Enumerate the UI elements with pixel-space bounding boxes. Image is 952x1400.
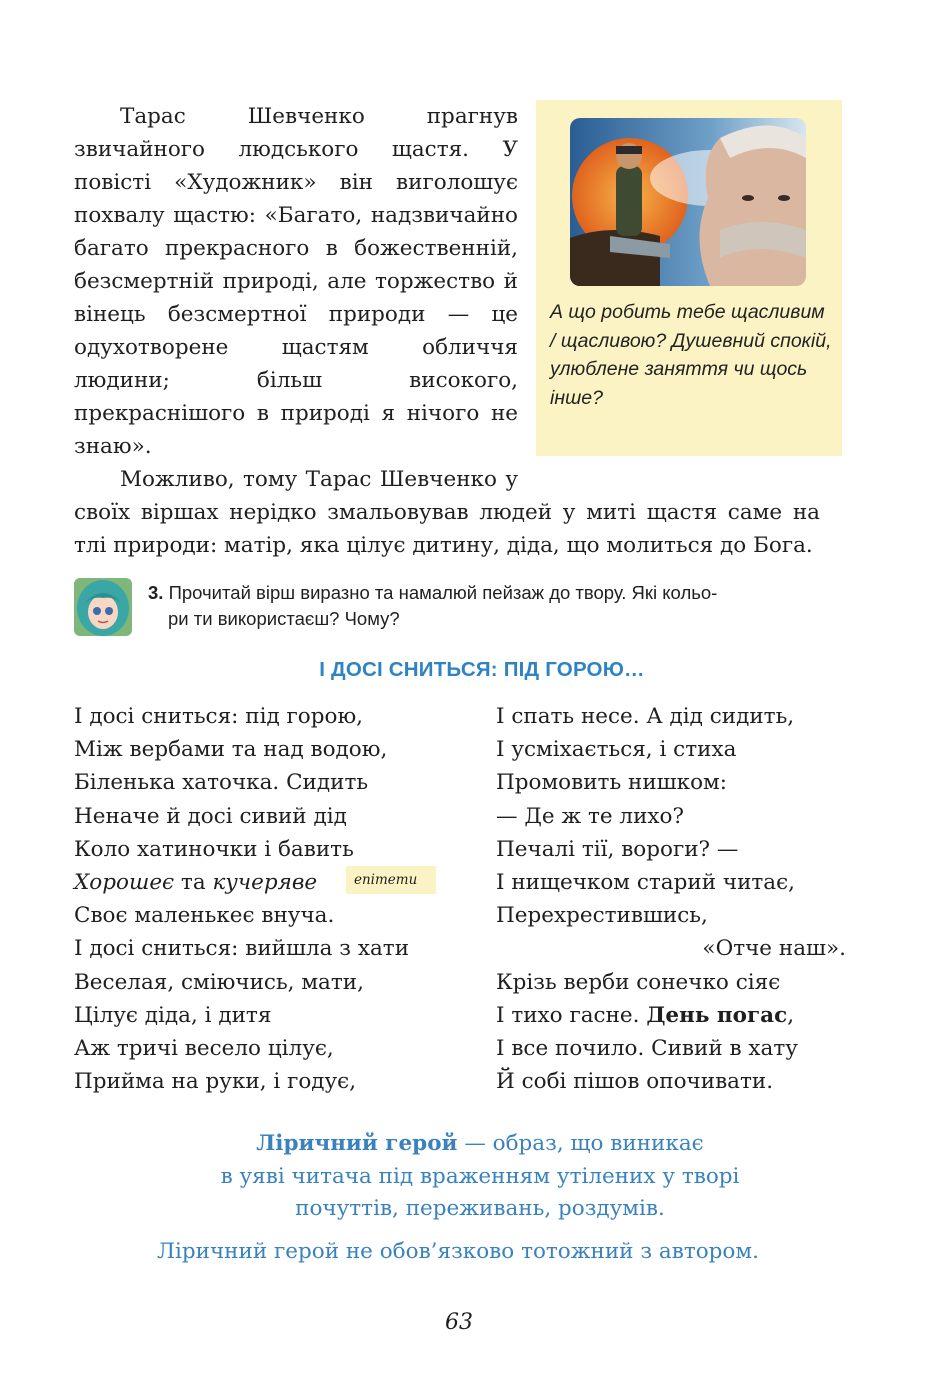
poem-line: Своє маленькеє внуча.: [74, 903, 335, 929]
poem-line: Між вербами та над водою,: [74, 737, 388, 763]
epithet-word-2: кучеряве: [212, 870, 318, 896]
girl-avatar-icon: [74, 578, 132, 636]
poem-line: Промовить нишком:: [496, 770, 727, 796]
poem-line: Прийма на руки, і годує,: [74, 1069, 357, 1095]
poem-line: І досі сниться: вийшла з хати: [74, 936, 410, 962]
poem-line: Печалі тії, вороги? —: [496, 836, 739, 862]
poem-line: Й собі пішов опочивати.: [496, 1069, 774, 1095]
poem-line: Біленька хаточка. Сидить: [74, 770, 369, 796]
task-number: 3.: [148, 582, 164, 603]
line-before-bold: І тихо гасне.: [496, 1002, 647, 1028]
intro-paragraph-2: Можливо, тому Тарас Шевченко у своїх віршах нерідко змальовував людей у миті щастя саме на тлі природи: матір, яка цілує дитину, діда, що молиться до Бога.: [74, 467, 820, 558]
poem-line: І спать несе. А дід сидить,: [496, 704, 795, 729]
intro-section: [74, 100, 832, 562]
line-after-bold: ,: [787, 1002, 795, 1028]
page-number: 63: [445, 1310, 473, 1335]
task-line-2: ри ти використаєш? Чому?: [168, 608, 400, 629]
definition-text-3: почуттів, переживань, роздумів.: [295, 1196, 665, 1221]
bold-phrase: День погас: [646, 1002, 788, 1028]
poem-line: І усміхається, і стиха: [496, 737, 737, 763]
poem-line: Коло хатиночки і бавить: [74, 836, 354, 862]
epithet-tag: епітети: [346, 866, 436, 894]
sidebar-caption: А що робить тебе щасливим / щасливою? Душевний спокій, улюблене заняття чи щось інше?: [550, 301, 832, 409]
poem-line: Крізь верби сонечко сіяє: [496, 969, 781, 995]
portrait-illustration: [570, 118, 806, 286]
poem-line: Цілує діда, і дитя: [74, 1002, 272, 1028]
definition-term: Ліричний герой: [256, 1131, 458, 1156]
poem-line: «Отче наш».: [702, 936, 846, 962]
intro-paragraph-1: Тарас Шевченко прагнув звичайного людського щастя. У повісті «Художник» він виголошує похвалу щастю: «Багато, надзвичайно багато прекрасного в божественній, безсмертній природі, але торжество й вінець безсмертної природи — це одухотворене щастям обличчя людини; більш високого, прекраснішого в природі я нічого не знаю».: [74, 104, 518, 459]
poem-line: І досі сниться: під горою,: [74, 704, 363, 729]
poem-line-bold: [496, 999, 846, 1032]
poem-line: — Де ж те лихо?: [496, 803, 685, 829]
poem-line: Веселая, сміючись, мати,: [74, 969, 364, 995]
poem-line: Неначе й досі сивий дід: [74, 803, 347, 829]
poem-line: Перехрестившись,: [496, 903, 708, 929]
poem-line-epithets: [74, 866, 474, 899]
definition-text-1: — образ, що виникає: [457, 1131, 704, 1156]
definition-block: [0, 1128, 952, 1226]
definition-note: Ліричний герой не обов’язково тотожний з автором.: [157, 1239, 759, 1264]
sidebar-box: [536, 100, 842, 456]
definition-text-2: в уяві читача під враженням утілених у творі: [220, 1163, 740, 1189]
poem-column-left: [74, 700, 474, 1098]
poem-line: Аж тричі весело цілує,: [74, 1036, 334, 1062]
poem-line: І все почило. Сивий в хату: [496, 1036, 798, 1062]
epithet-word-1: Хорошеє: [74, 870, 175, 896]
poem-title: І ДОСІ СНИТЬСЯ: ПІД ГОРОЮ…: [319, 658, 645, 681]
task-line-1: Прочитай вірш виразно та намалюй пейзаж до твору. Які кольо-: [168, 582, 718, 603]
poem-column-right: [496, 700, 846, 1098]
task-text: [148, 580, 848, 632]
epithet-conjunction: та: [174, 870, 213, 896]
task-block: [74, 578, 854, 638]
poem-line: І нищечком старий читає,: [496, 870, 795, 896]
